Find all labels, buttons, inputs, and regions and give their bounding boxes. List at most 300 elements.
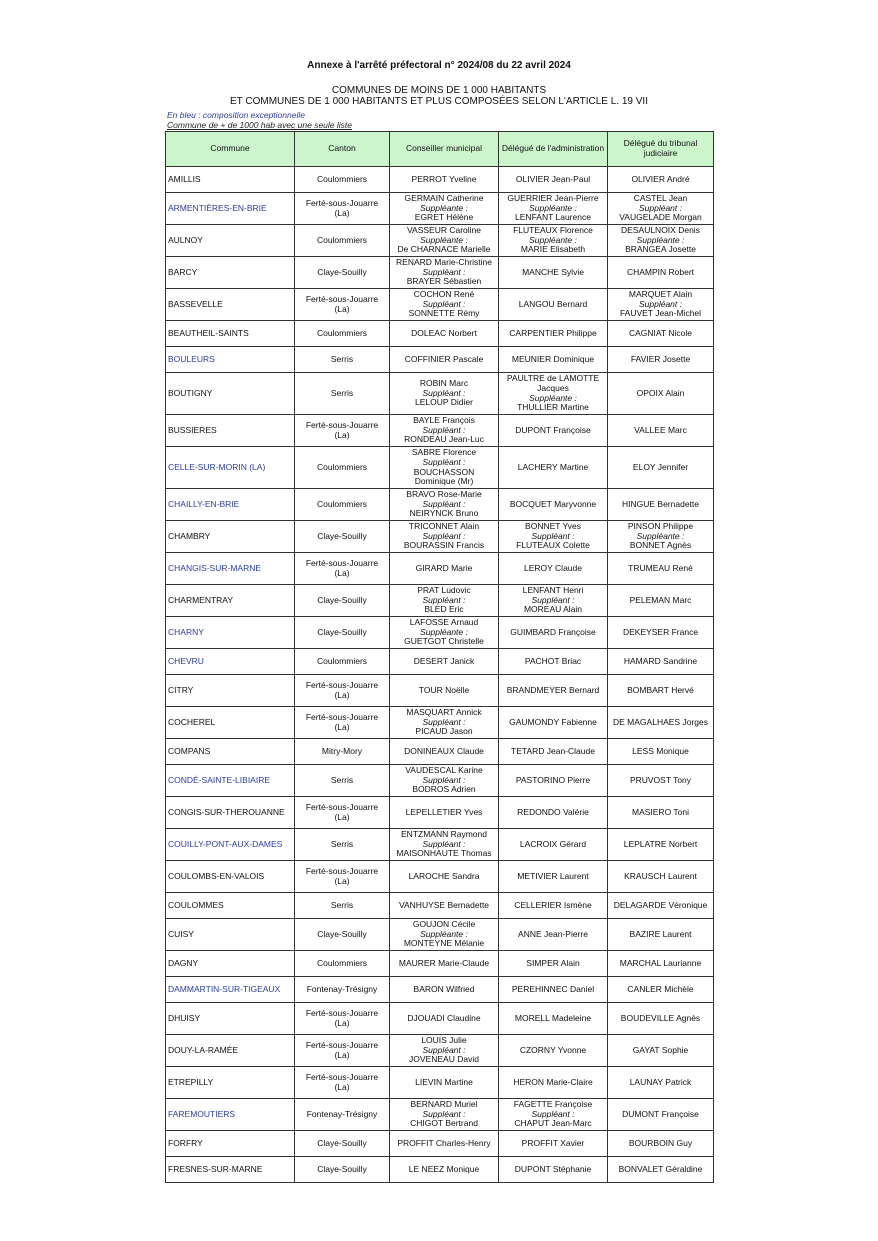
cell-canton (295, 489, 390, 521)
cell-admin (499, 977, 608, 1003)
cell-line: VALLEE Marc (634, 424, 687, 435)
cell-line: Coulommiers (316, 957, 368, 968)
cell-line: KRAUSCH Laurent (624, 870, 697, 881)
cell-commune: AMILLIS (166, 167, 295, 193)
subtitle-line-2: ET COMMUNES DE 1 000 HABITANTS ET PLUS COMPOSÉES SELON L'ARTICLE L. 19 VII (230, 96, 648, 107)
cell-line: MARIE Elisabeth (520, 244, 586, 255)
cell-line: OLIVIER André (631, 173, 690, 184)
cell-line: HINGUE Bernadette (621, 498, 699, 509)
cell-line: Ferté-sous-Jouarre (305, 1007, 379, 1018)
cell-line: BOUDEVILLE Agnès (620, 1012, 701, 1023)
cell-line: Suppléant : (422, 716, 466, 727)
cell-tribunal (608, 289, 714, 321)
cell-conseiller (390, 739, 499, 765)
cell-line: Ferté-sous-Jouarre (305, 197, 379, 208)
cell-line: (La) (334, 875, 350, 886)
cell-canton (295, 347, 390, 373)
cell-line: DE MAGALHAES Jorges (613, 716, 708, 727)
cell-line: GAYAT Sophie (632, 1044, 689, 1055)
cell-tribunal (608, 347, 714, 373)
table-row (166, 617, 714, 649)
cell-line: OPOIX Alain (636, 387, 685, 398)
cell-conseiller (390, 861, 499, 893)
cell-admin (499, 797, 608, 829)
cell-line: GUIMBARD Françoise (510, 626, 596, 637)
cell-line: Jacques (537, 382, 569, 393)
cell-commune: DAGNY (166, 951, 295, 977)
cell-tribunal (608, 415, 714, 447)
cell-line: DUMONT Françoise (622, 1108, 699, 1119)
header-admin: Délégué de l'administration (499, 132, 608, 167)
cell-line: FAUVET Jean-Michel (619, 308, 702, 319)
cell-tribunal (608, 553, 714, 585)
cell-line: Claye-Souilly (317, 594, 367, 605)
cell-conseiller (390, 167, 499, 193)
cell-line: BOURBOIN Guy (628, 1137, 693, 1148)
cell-admin (499, 257, 608, 289)
cell-canton (295, 649, 390, 675)
cell-line: MARQUET Alain (628, 288, 693, 299)
cell-commune: COULOMBS-EN-VALOIS (166, 861, 295, 893)
table-row (166, 797, 714, 829)
cell-line: FLUTEAUX Colette (516, 540, 590, 551)
cell-line: TRICONNET Alain (408, 520, 480, 531)
cell-line: MOREAU Alain (523, 604, 583, 615)
cell-conseiller (390, 489, 499, 521)
cell-canton (295, 1067, 390, 1099)
cell-tribunal (608, 167, 714, 193)
cell-conseiller (390, 1131, 499, 1157)
cell-line: BARON Wilfried (413, 983, 475, 994)
cell-line: FAVIER Josette (630, 353, 691, 364)
table-row (166, 765, 714, 797)
cell-admin (499, 765, 608, 797)
cell-commune: FAREMOUTIERS (166, 1099, 295, 1131)
table-row (166, 585, 714, 617)
cell-canton (295, 829, 390, 861)
cell-line: Dominique (Mr) (414, 476, 474, 487)
cell-tribunal (608, 977, 714, 1003)
cell-tribunal (608, 585, 714, 617)
cell-line: LENFANT Henri (522, 584, 584, 595)
cell-line: Suppléant : (422, 498, 466, 509)
cell-line: CAGNIAT Nicole (629, 327, 692, 338)
cell-commune: DHUISY (166, 1003, 295, 1035)
cell-tribunal (608, 617, 714, 649)
cell-commune: COULOMMES (166, 893, 295, 919)
table-row (166, 489, 714, 521)
cell-line: Suppléant : (638, 298, 682, 309)
cell-commune: BOULEURS (166, 347, 295, 373)
cell-line: BOCQUET Maryvonne (509, 498, 597, 509)
cell-tribunal (608, 1067, 714, 1099)
cell-line: Ferté-sous-Jouarre (305, 801, 379, 812)
cell-line: Ferté-sous-Jouarre (305, 865, 379, 876)
cell-line: MASIERO Toni (631, 806, 689, 817)
cell-conseiller (390, 893, 499, 919)
cell-conseiller (390, 415, 499, 447)
cell-canton (295, 167, 390, 193)
table-row (166, 553, 714, 585)
cell-line: DELAGARDE Véronique (613, 899, 708, 910)
cell-line: Suppléante : (636, 530, 685, 541)
cell-line: LACROIX Gérard (519, 838, 587, 849)
cell-canton (295, 373, 390, 415)
cell-line: Coulommiers (316, 327, 368, 338)
table-header-row (166, 132, 714, 167)
cell-admin (499, 521, 608, 553)
cell-tribunal (608, 1157, 714, 1183)
cell-conseiller (390, 289, 499, 321)
cell-conseiller (390, 193, 499, 225)
cell-line: Claye-Souilly (317, 928, 367, 939)
cell-line: Suppléant : (422, 424, 466, 435)
cell-admin (499, 167, 608, 193)
cell-line: GOUJON Cécile (412, 918, 476, 929)
cell-admin (499, 1131, 608, 1157)
cell-canton (295, 765, 390, 797)
cell-conseiller (390, 765, 499, 797)
cell-line: (La) (334, 689, 350, 700)
cell-line: Suppléante : (420, 202, 468, 213)
cell-tribunal (608, 675, 714, 707)
cell-line: BOMBART Hervé (627, 684, 694, 695)
cell-line: COFFINIER Pascale (404, 353, 484, 364)
cell-line: Suppléant : (422, 266, 466, 277)
cell-line: PELEMAN Marc (629, 594, 692, 605)
cell-line: JOVENEAU David (409, 1054, 479, 1065)
table-row (166, 1131, 714, 1157)
cell-line: Suppléante : (529, 392, 577, 403)
cell-canton (295, 1157, 390, 1183)
cell-line: LEROY Claude (524, 562, 582, 573)
cell-line: PASTORINO Pierre (515, 774, 591, 785)
cell-admin (499, 675, 608, 707)
cell-line: VASSEUR Caroline (406, 224, 481, 235)
table-row (166, 1099, 714, 1131)
cell-line: Ferté-sous-Jouarre (305, 679, 379, 690)
cell-line: Ferté-sous-Jouarre (305, 557, 379, 568)
cell-line: ELOY Jennifer (632, 461, 689, 472)
cell-canton (295, 415, 390, 447)
cell-line: DOLEAC Norbert (411, 327, 477, 338)
cell-line: DESERT Janick (413, 655, 475, 666)
cell-line: BONNET Yves (525, 520, 581, 531)
cell-line: Ferté-sous-Jouarre (305, 1039, 379, 1050)
cell-line: Suppléant : (531, 1108, 575, 1119)
table-row (166, 289, 714, 321)
cell-tribunal (608, 225, 714, 257)
cell-line: CELLERIER Ismène (514, 899, 592, 910)
cell-conseiller (390, 321, 499, 347)
cell-line: Suppléant : (422, 594, 466, 605)
cell-line: Coulommiers (316, 234, 368, 245)
cell-line: BRANDMEYER Bernard (506, 684, 600, 695)
cell-line: NEIRYNCK Bruno (409, 508, 479, 519)
cell-line: Suppléant : (422, 298, 466, 309)
cell-line: BAYLE François (413, 414, 475, 425)
cell-line: SABRE Florence (411, 446, 477, 457)
cell-tribunal (608, 919, 714, 951)
cell-conseiller (390, 649, 499, 675)
cell-line: PRUVOST Tony (629, 774, 692, 785)
cell-line: DJOUADI Claudine (407, 1012, 481, 1023)
cell-line: Suppléant : (422, 387, 466, 398)
cell-conseiller (390, 675, 499, 707)
cell-canton (295, 675, 390, 707)
table-row (166, 1067, 714, 1099)
cell-commune: COMPANS (166, 739, 295, 765)
table-row (166, 919, 714, 951)
cell-tribunal (608, 649, 714, 675)
cell-admin (499, 1099, 608, 1131)
cell-commune: COCHEREL (166, 707, 295, 739)
cell-line: ANNE Jean-Pierre (518, 928, 588, 939)
table-row (166, 193, 714, 225)
cell-tribunal (608, 829, 714, 861)
cell-canton (295, 951, 390, 977)
cell-tribunal (608, 893, 714, 919)
cell-admin (499, 617, 608, 649)
table-row (166, 675, 714, 707)
cell-line: (La) (334, 303, 350, 314)
cell-tribunal (608, 797, 714, 829)
cell-line: RONDEAU Jean-Luc (404, 434, 484, 445)
cell-canton (295, 1035, 390, 1067)
cell-line: BRAVO Rose-Marie (406, 488, 482, 499)
cell-line: METIVIER Laurent (517, 870, 589, 881)
cell-line: THULLIER Martine (517, 402, 589, 413)
cell-line: Serris (330, 387, 354, 398)
cell-tribunal (608, 707, 714, 739)
cell-tribunal (608, 765, 714, 797)
cell-line: DUPONT Françoise (515, 424, 591, 435)
cell-line: BRANGEA Josette (625, 244, 696, 255)
cell-canton (295, 257, 390, 289)
cell-line: ROBIN Marc (419, 377, 469, 388)
cell-line: (La) (334, 429, 350, 440)
cell-conseiller (390, 919, 499, 951)
cell-line: GERMAIN Catherine (404, 192, 484, 203)
cell-commune: FRESNES-SUR-MARNE (166, 1157, 295, 1183)
cell-line: Claye-Souilly (317, 626, 367, 637)
cell-admin (499, 739, 608, 765)
cell-line: Claye-Souilly (317, 1163, 367, 1174)
cell-line: PICAUD Jason (415, 726, 473, 737)
cell-canton (295, 1003, 390, 1035)
cell-line: GUETGOT Christelle (404, 636, 484, 647)
cell-line: LELOUP Didier (415, 397, 473, 408)
cell-conseiller (390, 797, 499, 829)
cell-conseiller (390, 553, 499, 585)
cell-line: LEPELLETIER Yves (405, 806, 483, 817)
cell-tribunal (608, 257, 714, 289)
cell-line: Suppléant : (638, 202, 682, 213)
cell-line: SONNETTE Rémy (408, 308, 480, 319)
table-row (166, 347, 714, 373)
table-row (166, 861, 714, 893)
cell-line: Ferté-sous-Jouarre (305, 1071, 379, 1082)
cell-admin (499, 321, 608, 347)
legend-notes (167, 110, 352, 130)
cell-line: BLED Eric (424, 604, 464, 615)
cell-line: Ferté-sous-Jouarre (305, 419, 379, 430)
cell-tribunal (608, 373, 714, 415)
cell-conseiller (390, 951, 499, 977)
table-row (166, 707, 714, 739)
cell-line: BERNARD Muriel (410, 1098, 478, 1109)
cell-line: TRUMEAU René (628, 562, 693, 573)
cell-tribunal (608, 861, 714, 893)
cell-line: MANCHE Sylvie (522, 266, 584, 277)
table-row (166, 321, 714, 347)
cell-line: Fontenay-Trésigny (306, 983, 378, 994)
cell-line: VAUGELADE Morgan (619, 212, 702, 223)
cell-commune: BEAUTHEIL-SAINTS (166, 321, 295, 347)
cell-line: VAUDESCAL Karine (405, 764, 483, 775)
cell-line: DESAULNOIX Denis (621, 224, 700, 235)
cell-conseiller (390, 585, 499, 617)
cell-commune: CUISY (166, 919, 295, 951)
cell-line: Suppléante : (420, 928, 468, 939)
cell-conseiller (390, 707, 499, 739)
cell-commune: BUSSIERES (166, 415, 295, 447)
cell-line: BAZIRE Laurent (629, 928, 692, 939)
cell-line: (La) (334, 1049, 350, 1060)
cell-canton (295, 707, 390, 739)
table-row (166, 893, 714, 919)
cell-admin (499, 447, 608, 489)
cell-line: CANLER Michèle (627, 983, 694, 994)
cell-line: FAGETTE Françoise (513, 1098, 593, 1109)
cell-commune: AULNOY (166, 225, 295, 257)
cell-line: (La) (334, 721, 350, 732)
cell-line: PACHOT Briac (524, 655, 582, 666)
cell-line: DUPONT Stéphanie (514, 1163, 592, 1174)
cell-line: (La) (334, 1081, 350, 1092)
cell-tribunal (608, 1003, 714, 1035)
cell-line: LEPLATRE Norbert (623, 838, 698, 849)
cell-line: LANGOU Bernard (518, 298, 588, 309)
cell-line: Suppléante : (529, 234, 577, 245)
cell-canton (295, 585, 390, 617)
cell-line: LACHERY Martine (517, 461, 589, 472)
cell-commune: CHARMENTRAY (166, 585, 295, 617)
cell-line: PAULTRE de LAMOTTE (506, 372, 600, 383)
cell-commune: CITRY (166, 675, 295, 707)
cell-admin (499, 919, 608, 951)
cell-commune: CHAMBRY (166, 521, 295, 553)
cell-admin (499, 347, 608, 373)
cell-canton (295, 289, 390, 321)
cell-conseiller (390, 1099, 499, 1131)
cell-commune: DAMMARTIN-SUR-TIGEAUX (166, 977, 295, 1003)
cell-admin (499, 861, 608, 893)
note-single-list: Commune de + de 1000 hab avec une seule liste (167, 120, 352, 130)
cell-canton (295, 1099, 390, 1131)
cell-conseiller (390, 373, 499, 415)
cell-admin (499, 489, 608, 521)
cell-tribunal (608, 521, 714, 553)
cell-line: MAISONHAUTE Thomas (396, 848, 492, 859)
cell-conseiller (390, 617, 499, 649)
cell-tribunal (608, 1131, 714, 1157)
table-row (166, 1157, 714, 1183)
cell-line: MORELL Madeleine (514, 1012, 592, 1023)
cell-line: Fontenay-Trésigny (306, 1108, 378, 1119)
cell-commune: CELLE-SUR-MORIN (LA) (166, 447, 295, 489)
cell-admin (499, 193, 608, 225)
cell-line: PRAT Ludovic (417, 584, 471, 595)
cell-line: CHAMPIN Robert (626, 266, 695, 277)
cell-commune: CONDÉ-SAINTE-LIBIAIRE (166, 765, 295, 797)
cell-line: PEREHINNEC Daniel (511, 983, 595, 994)
cell-conseiller (390, 447, 499, 489)
cell-line: CARPENTIER Philippe (509, 327, 597, 338)
cell-canton (295, 225, 390, 257)
cell-line: BOUCHASSON (413, 466, 475, 477)
cell-commune: CHAILLY-EN-BRIE (166, 489, 295, 521)
cell-admin (499, 951, 608, 977)
cell-canton (295, 739, 390, 765)
cell-admin (499, 1067, 608, 1099)
cell-canton (295, 861, 390, 893)
table-row (166, 977, 714, 1003)
cell-line: MARCHAL Laurianne (619, 957, 702, 968)
cell-line: Serris (330, 774, 354, 785)
cell-canton (295, 521, 390, 553)
cell-line: De CHARNACE Marielle (397, 244, 491, 255)
cell-line: GUERRIER Jean-Pierre (507, 192, 599, 203)
cell-tribunal (608, 321, 714, 347)
header-conseiller: Conseiller municipal (390, 132, 499, 167)
cell-line: HERON Marie-Claire (513, 1076, 593, 1087)
cell-canton (295, 1131, 390, 1157)
cell-line: LOUIS Julie (421, 1034, 467, 1045)
cell-commune: BARCY (166, 257, 295, 289)
cell-line: Suppléant : (422, 1044, 466, 1055)
header-canton: Canton (295, 132, 390, 167)
cell-canton (295, 893, 390, 919)
cell-line: Suppléant : (422, 838, 466, 849)
header-tribunal: Délégué du tribunal judiciaire (608, 132, 714, 167)
cell-admin (499, 553, 608, 585)
cell-line: Suppléant : (531, 530, 575, 541)
cell-line: Serris (330, 353, 354, 364)
cell-canton (295, 977, 390, 1003)
cell-commune: BASSEVELLE (166, 289, 295, 321)
cell-line: BRAYER Sébastien (406, 276, 482, 287)
cell-conseiller (390, 257, 499, 289)
cell-line: VANHUYSE Bernadette (398, 899, 490, 910)
table-row (166, 521, 714, 553)
table-row (166, 829, 714, 861)
cell-line: Suppléant : (422, 774, 466, 785)
cell-line: PINSON Philippe (627, 520, 694, 531)
cell-canton (295, 919, 390, 951)
cell-line: Suppléante : (636, 234, 685, 245)
cell-line: DEKEYSER France (622, 626, 699, 637)
cell-admin (499, 289, 608, 321)
subtitle-line-1: COMMUNES DE MOINS DE 1 000 HABITANTS (331, 85, 547, 96)
cell-admin (499, 707, 608, 739)
cell-line: BOURASSIN Francis (403, 540, 485, 551)
cell-line: Claye-Souilly (317, 1137, 367, 1148)
cell-conseiller (390, 1003, 499, 1035)
cell-line: (La) (334, 1017, 350, 1028)
cell-commune: CHANGIS-SUR-MARNE (166, 553, 295, 585)
cell-line: COCHON René (413, 288, 475, 299)
